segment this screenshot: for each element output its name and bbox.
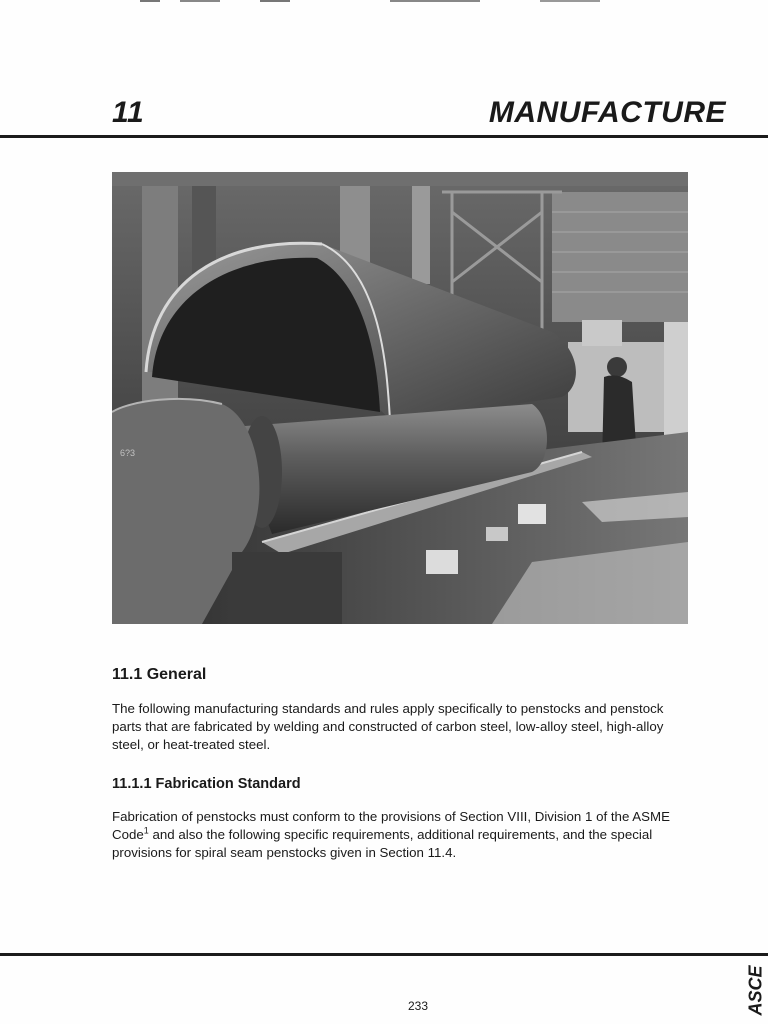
footer-rule	[0, 953, 768, 956]
paragraph-line	[112, 826, 722, 844]
paragraph-line: Fabrication of penstocks must conform to the provisions of Section VIII, Division 1 of the ASME	[112, 809, 670, 824]
publisher-side-mark	[744, 964, 768, 1020]
paragraph-line: parts that are fabricated by welding and constructed of carbon steel, low-alloy steel, high-alloy	[112, 719, 664, 734]
roll-stamp-mark: 6?3	[120, 448, 136, 458]
page-number: 233	[407, 999, 429, 1013]
line-remainder: and also the following specific requirements, additional requirements, and the special	[148, 827, 653, 842]
footnote-reference: 1	[143, 825, 149, 836]
chapter-title: MANUFACTURE	[488, 96, 726, 129]
code-word: Code	[112, 827, 144, 842]
section-heading: 11.1 General	[112, 666, 207, 683]
subsection-heading: 11.1.1 Fabrication Standard	[112, 776, 301, 792]
publisher-mark-text: ASCE	[745, 965, 766, 1016]
paragraph-line: steel, or heat-treated steel.	[112, 737, 271, 752]
general-paragraph	[112, 700, 722, 754]
pipe-rolling-photo	[112, 172, 688, 624]
paragraph-line: The following manufacturing standards and rules apply specifically to penstocks and penstock	[112, 701, 664, 716]
chapter-number: 11	[112, 96, 145, 129]
paragraph-line: provisions for spiral seam penstocks given in Section 11.4.	[112, 845, 457, 860]
fabrication-paragraph	[112, 808, 722, 862]
header-rule	[0, 135, 768, 138]
top-edge-bleed	[0, 0, 768, 4]
